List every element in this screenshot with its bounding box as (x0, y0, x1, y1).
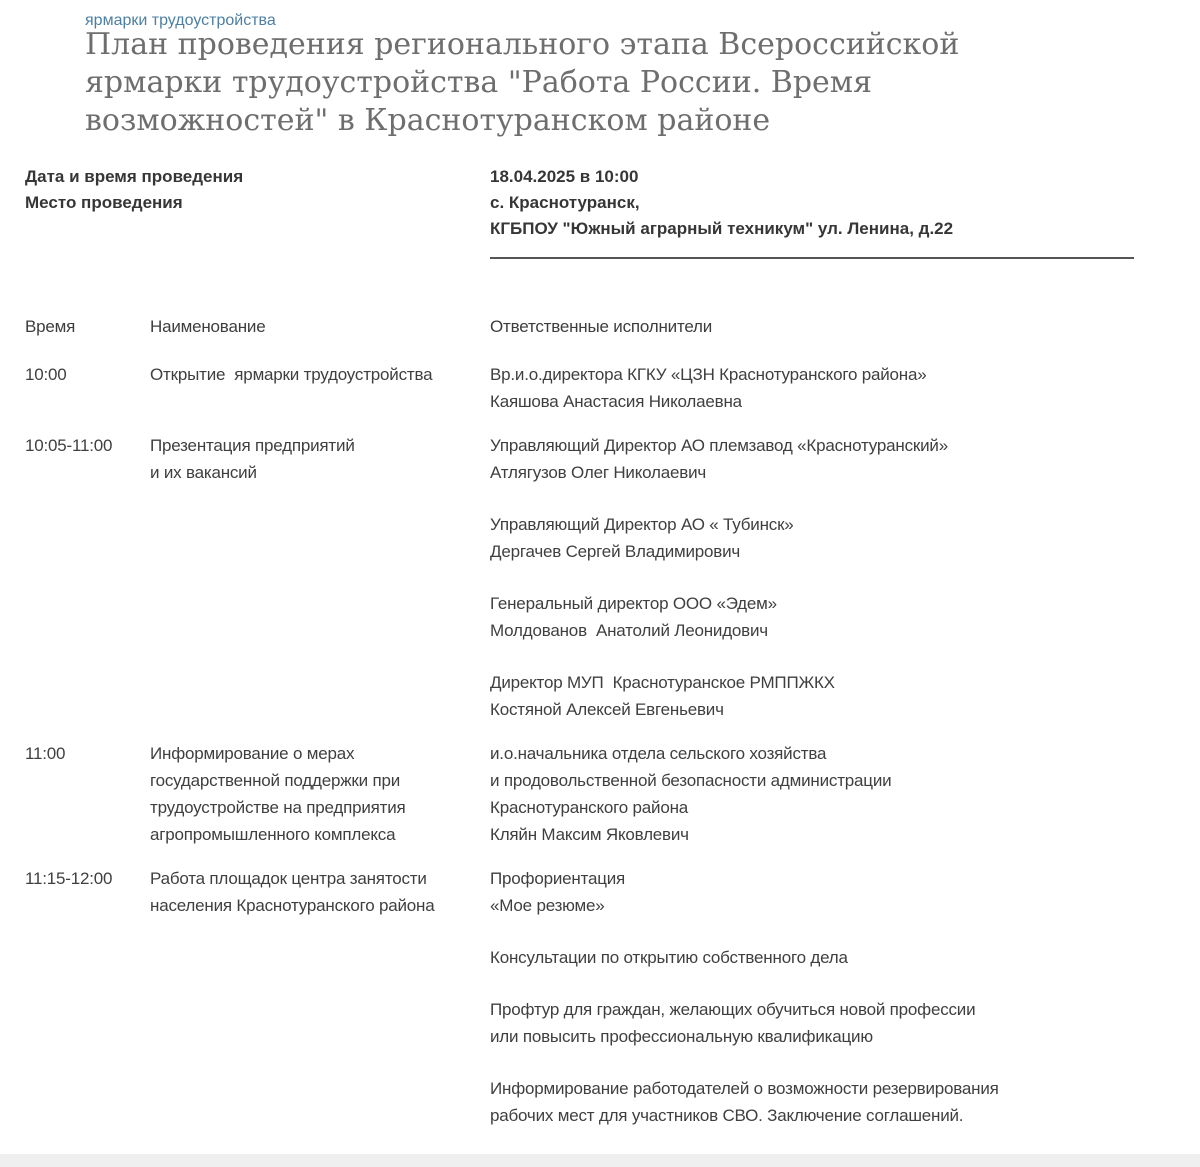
header-time: Время (25, 317, 76, 336)
table-row (25, 432, 1200, 723)
responsible-line: рабочих мест для участников СВО. Заключение соглашений. (490, 1106, 964, 1125)
row-responsible (490, 361, 1150, 415)
row-name (150, 740, 490, 848)
row-responsible (490, 432, 1150, 723)
name-line: государственной поддержки при (150, 771, 400, 790)
name-line: Информирование о мерах (150, 744, 355, 763)
name-line: трудоустройстве на предприятия (150, 798, 406, 817)
responsible-group (490, 590, 1150, 644)
responsible-line: Управляющий Директор АО племзавод «Краснотуранский» (490, 436, 948, 455)
row-time: 11:00 (25, 744, 66, 763)
date-time-value: 18.04.2025 в 10:00 (490, 167, 639, 186)
responsible-line: Управляющий Директор АО « Тубинск» (490, 515, 794, 534)
table-row (25, 865, 1200, 1129)
row-time: 11:15-12:00 (25, 869, 113, 888)
responsible-line: Кляйн Максим Яковлевич (490, 825, 689, 844)
responsible-line: Краснотуранского района (490, 798, 689, 817)
responsible-line: Директор МУП Краснотуранское РМППЖКХ (490, 673, 835, 692)
responsible-line: Генеральный директор ООО «Эдем» (490, 594, 777, 613)
responsible-group (490, 669, 1150, 723)
event-info (25, 164, 1200, 259)
responsible-line: Молдованов Анатолий Леонидович (490, 621, 768, 640)
responsible-line: Дергачев Сергей Владимирович (490, 542, 741, 561)
name-line: и их вакансий (150, 463, 257, 482)
responsible-line: Информирование работодателей о возможности резервирования (490, 1079, 999, 1098)
responsible-line: Каяшова Анастасия Николаевна (490, 392, 742, 411)
responsible-group (490, 996, 1150, 1050)
location-value-line: с. Краснотуранск, (490, 193, 640, 212)
clipped-top-link-text[interactable]: ярмарки трудоустройства (85, 12, 276, 29)
responsible-line: Вр.и.о.директора КГКУ «ЦЗН Краснотуранского района» (490, 365, 927, 384)
header-name: Наименование (150, 317, 266, 336)
page-title-line: ярмарки трудоустройства "Работа России. Время (85, 65, 873, 100)
location-label: Место проведения (25, 193, 183, 212)
responsible-group (490, 432, 1150, 486)
responsible-group (490, 865, 1150, 919)
responsible-group (490, 1075, 1150, 1129)
row-responsible (490, 740, 1150, 848)
name-line: Презентация предприятий (150, 436, 355, 455)
event-info-values (490, 164, 1200, 259)
responsible-line: и продовольственной безопасности администрации (490, 771, 892, 790)
header-responsible: Ответственные исполнители (490, 317, 713, 336)
page-title (85, 26, 1200, 140)
table-row (25, 361, 1200, 415)
bottom-strip (0, 1154, 1200, 1167)
schedule-table (25, 313, 1200, 1129)
table-header-row (25, 313, 1200, 340)
row-time: 10:00 (25, 365, 67, 384)
responsible-line: «Мое резюме» (490, 896, 605, 915)
responsible-group (490, 361, 1150, 415)
clipped-top-link[interactable] (85, 12, 276, 34)
page-title-line: План проведения регионального этапа Всероссийской (85, 27, 960, 62)
name-line: населения Краснотуранского района (150, 896, 435, 915)
responsible-group (490, 511, 1150, 565)
responsible-group (490, 740, 1150, 848)
responsible-line: Профориентация (490, 869, 626, 888)
responsible-line: Консультации по открытию собственного дела (490, 948, 848, 967)
row-time: 10:05-11:00 (25, 436, 113, 455)
responsible-line: Профтур для граждан, желающих обучиться новой профессии (490, 1000, 976, 1019)
row-responsible (490, 865, 1150, 1129)
name-line: агропромышленного комплекса (150, 825, 396, 844)
document-page (0, 12, 1200, 1167)
name-line: Работа площадок центра занятости (150, 869, 427, 888)
responsible-group (490, 944, 1150, 971)
name-line: Открытие ярмарки трудоустройства (150, 365, 433, 384)
page-title-line: возможностей" в Краснотуранском районе (85, 103, 771, 138)
separator-line (490, 257, 1134, 259)
table-row (25, 740, 1200, 848)
row-name (150, 865, 490, 919)
responsible-line: Костяной Алексей Евгеньевич (490, 700, 724, 719)
responsible-line: или повысить профессиональную квалификацию (490, 1027, 873, 1046)
date-time-label: Дата и время проведения (25, 167, 244, 186)
location-value-line: КГБПОУ "Южный аграрный техникум" ул. Ленина, д.22 (490, 219, 954, 238)
row-name (150, 361, 490, 388)
event-info-labels (25, 164, 490, 259)
schedule-rows (25, 361, 1200, 1129)
responsible-line: и.о.начальника отдела сельского хозяйства (490, 744, 827, 763)
responsible-line: Атлягузов Олег Николаевич (490, 463, 707, 482)
row-name (150, 432, 490, 486)
